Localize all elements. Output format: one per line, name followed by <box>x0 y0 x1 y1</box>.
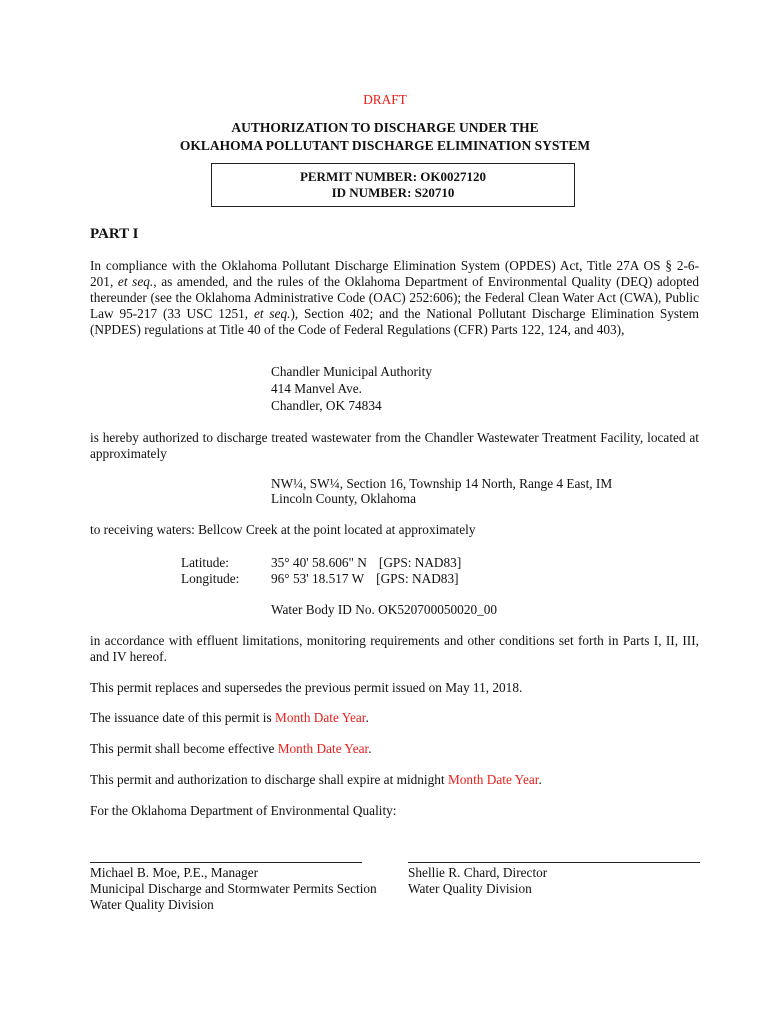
expire-statement <box>90 772 542 788</box>
right-signature-line <box>408 862 700 863</box>
latitude-number: 35° 40' 58.606" N <box>271 555 367 570</box>
receiving-waters: to receiving waters: Bellcow Creek at the point located at approximately <box>90 522 476 537</box>
effective-suffix: . <box>368 741 372 756</box>
expire-prefix: This permit and authorization to discharge shall expire at midnight <box>90 772 448 787</box>
issuance-date: Month Date Year <box>275 710 366 725</box>
issuance-statement <box>90 710 369 726</box>
effective-date: Month Date Year <box>277 741 369 756</box>
water-body-id: Water Body ID No. OK520700050020_00 <box>271 602 498 617</box>
left-signatory-name: Michael B. Moe, P.E., Manager <box>90 865 259 880</box>
et-seq-1: et seq. <box>117 274 154 289</box>
left-signatory-division: Water Quality Division <box>90 897 214 912</box>
title-line-2: OKLAHOMA POLLUTANT DISCHARGE ELIMINATION SYSTEM <box>179 138 591 153</box>
part-heading: PART I <box>90 226 139 242</box>
replaces-statement: This permit replaces and supersedes the previous permit issued on May 11, 2018. <box>90 680 523 695</box>
effective-prefix: This permit shall become effective <box>90 741 278 756</box>
left-signatory <box>90 865 377 913</box>
draft-label: DRAFT <box>363 92 407 107</box>
location-line-2: Lincoln County, Oklahoma <box>271 491 417 506</box>
id-number: ID NUMBER: S20710 <box>331 185 455 200</box>
issuance-suffix: . <box>365 710 369 725</box>
latitude-gps: [GPS: NAD83] <box>378 555 462 570</box>
compliance-text-3: ), Section 402; and the National Pollutant Discharge Elimination System (NPDES) regulations at Title 40 of the Code of Federal Regulations (CFR) Parts 122, 124, and 403), <box>90 306 700 337</box>
left-signature-line <box>90 862 362 863</box>
right-signatory-name: Shellie R. Chard, Director <box>408 865 548 880</box>
expire-date: Month Date Year <box>447 772 539 787</box>
authorized-paragraph: is hereby authorized to discharge treated wastewater from the Chandler Wastewater Treatment Facility, located at approximately <box>90 430 699 461</box>
latitude-value <box>271 555 461 571</box>
permittee-name: Chandler Municipal Authority <box>271 364 433 379</box>
right-signatory <box>408 865 547 897</box>
permit-number: PERMIT NUMBER: OK0027120 <box>299 169 487 184</box>
accordance-paragraph: in accordance with effluent limitations, monitoring requirements and other conditions set forth in Parts I, II, III, and IV hereof. <box>90 633 699 664</box>
left-signatory-section: Municipal Discharge and Stormwater Permits Section <box>90 881 377 896</box>
et-seq-2: et seq. <box>253 306 291 321</box>
longitude-value <box>271 571 459 587</box>
issuance-prefix: The issuance date of this permit is <box>90 710 276 725</box>
expire-suffix: . <box>538 772 542 787</box>
location-line-1: NW¼, SW¼, Section 16, Township 14 North, Range 4 East, IM <box>271 476 613 491</box>
compliance-text-1: In compliance with the Oklahoma Pollutant Discharge Elimination System (OPDES) Act, Title 27A OS § 2-6-201, <box>90 258 699 289</box>
title-line-1: AUTHORIZATION TO DISCHARGE UNDER THE <box>231 120 539 135</box>
effective-statement <box>90 741 372 757</box>
permit-number-box <box>211 163 575 207</box>
longitude-gps: [GPS: NAD83] <box>376 571 459 586</box>
longitude-number: 96° 53' 18.517 W <box>271 571 365 586</box>
latitude-label: Latitude: <box>181 555 229 570</box>
longitude-label: Longitude: <box>181 571 240 586</box>
permittee-street: 414 Manvel Ave. <box>271 381 362 396</box>
for-department: For the Oklahoma Department of Environmental Quality: <box>90 803 397 818</box>
right-signatory-division: Water Quality Division <box>408 881 532 896</box>
compliance-paragraph <box>90 258 699 338</box>
permittee-city: Chandler, OK 74834 <box>271 398 382 413</box>
compliance-text-2: , as amended, and the rules of the Oklahoma Department of Environmental Quality (DEQ) adopted thereunder (see the Oklahoma Administrative Code (OAC) 252:606); the Federal Clean Water Act (CWA), Public Law 95-217 (33 USC 1251, <box>90 274 699 321</box>
